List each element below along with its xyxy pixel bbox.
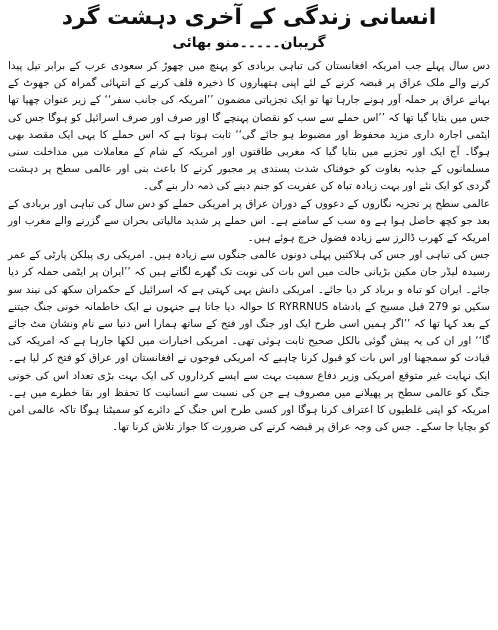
- article-paragraph: دس سال پہلے جب امریکہ افغانستان کی تباہی بربادی کو پہنچ میں چھوڑ کر سعودی عرب کے برابر تیل پیدا کرنے والے ملک عراق پر قبضہ کرنے کے لئے اپنی ہتھیاروں کا ذخیرہ قلف کرنے کے انتہائی گمراہ کن جھوٹ کے بہانے عراق پر حملہ آور ہونے جارہا تھا تو ایک تجزیاتی مضمون ’’امریکہ کی جانب سفر‘‘ کے زیر عنوان چھپا تھا جس میں بتایا گیا تھا کہ ’’اس حملے سے سب کو نقصان پہنچے گا اور صرف اور صرف اسرائیل کو ہوگا جس کی ایٹمی اجارہ داری مزید محفوظ اور مضبوط ہو جائے گی‘‘ ثابت ہوتا ہے کہ اس حملے کا یہی ایک مقصد بھی ہوگا۔ آج ایک اور تجزیے میں بتایا گیا کہ مغربی طاقتوں اور امریکہ کے شام کے معاملات میں مداخلت سنی مسلمانوں کے جذبہ بغاوت کو خوفناک شدت پسندی پر مجبور کرنے کا باعث بنی اور عالمی سطح پر دہشت گردی کو ایک نئے اور بہت زیادہ تباہ کن عفریت کو جنم دینے کی ذمہ دار بنے گی۔: [8, 60, 490, 193]
- article-title: انسانی زندگی کے آخری دہشت گرد: [61, 5, 437, 30]
- article-paragraph: عالمی سطح پر تجزیہ نگاروں کے دعووں کے دوران عراق پر امریکی حملے کو دس سال کی تباہی اور بربادی کے بعد جو کچھ حاصل ہوا ہے وہ سب کے سامنے ہے۔ اس حملے پر شدید مالیاتی بحران سے گزرنے والے مغرب اور امریکہ کے کھرب ڈالرز سے زیادہ فضول خرچ ہوئے ہیں۔: [8, 197, 490, 245]
- article-paragraph: جس کی تباہی اور جس کی ہلاکتیں پہلی دونوں عالمی جنگوں سے زیادہ ہیں۔ امریکی ری پبلکن پارٹی کے عمر رسیدہ لیڈر جان مکین بڑیانی حالت میں اس بات کی نوبت تک گھرے لگاتے ہیں کہ ’’ایران پر ایٹمی حملہ کر دیا جائے۔ ایران کو تباہ و برباد کر دیا جائے۔ امریکی دانش یہی کہتی ہے کہ اسرائیل کے حکمران سکھ کی نیند سو سکیں تو 279 قبل مسیح کے بادشاہ RYRRNUS کا حوالہ دیا جاتا ہے جنہوں نے ایک خاطمانہ خونی جنگ جیتنے کے بعد کہا تھا کہ ’’اگر ہمیں اسی طرح ایک اور جنگ اور فتح کے ساتھ ہمارا اس دنیا سے نام ونشان مٹ جائے گا‘‘ اور ان کی یہ پیش گوئی بالکل صحیح ثابت ہوئی تھی۔ امریکی اخبارات میں لکھا جارہا ہے کہ امریکہ کی قیادت کو سمجھنا اور اس بات کو قبول کرنا چاہیے کہ امریکی فوجوں نے افغانستان اور عراق کو فتح کر لیا ہے۔ ایک نہایت غیر متوقع امریکی وزیر دفاع سمیت بہت سے ایسے کرداروں کی ایک بہت بڑی تعداد اس کی خونی جنگ کو عالمی سطح پر پھیلانے میں مصروف ہے جن کی نسبت سے انسانیت کا تحفظ اور بقا خطرے میں ہے۔ امریکہ کو اپنی غلطیوں کا اعتراف کرنا ہوگا اور کسی طرح اس جنگ کے دائرے کو سمیٹنا ہوگا تاکہ عالمی امن کو بچایا جا سکے۔ جس کی وجہ عراق پر قبضہ کرنے کی ضرورت کا جواز تلاش کرنا تھا۔: [8, 249, 490, 434]
- article-body: [8, 58, 490, 436]
- article-byline: گریبان۔۔۔۔۔منو بھائی: [172, 35, 326, 51]
